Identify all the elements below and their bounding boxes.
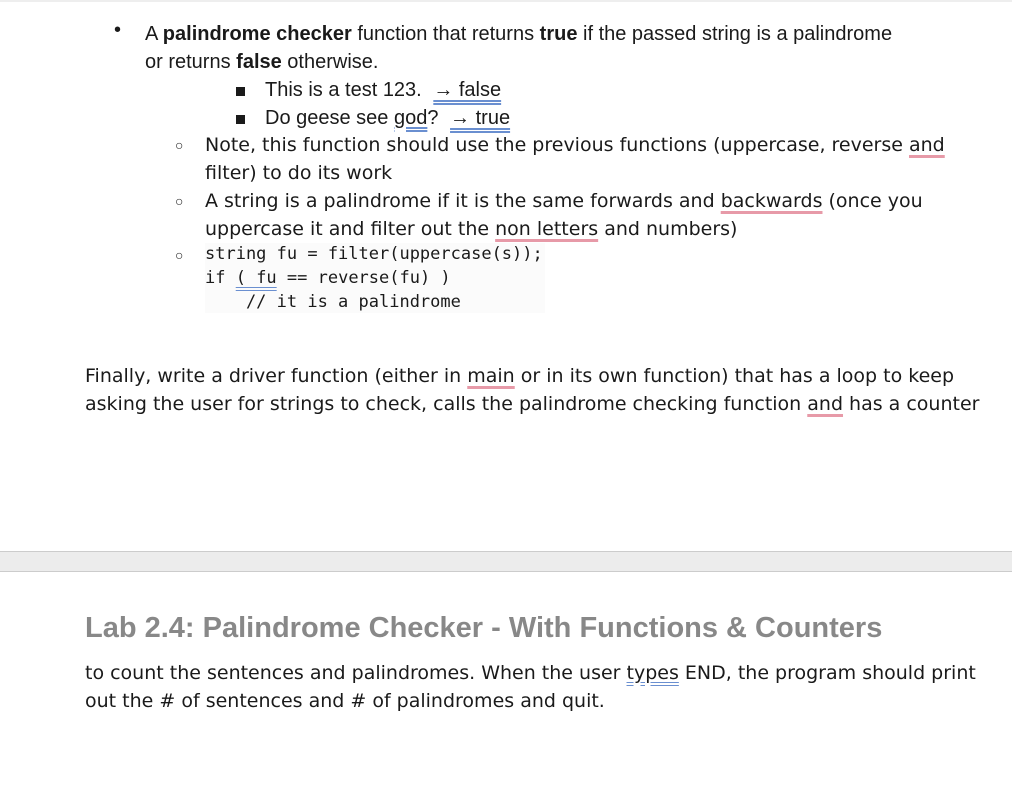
example-1-result[interactable]: → false bbox=[433, 79, 502, 101]
para2-text: to count the sentences and palindromes. When the user bbox=[85, 662, 627, 684]
note-2-spell-word[interactable]: backwards bbox=[720, 190, 823, 212]
item-term: palindrome checker bbox=[162, 23, 352, 45]
circle-bullet-icon: ○ bbox=[175, 137, 184, 153]
para-spell-word[interactable]: main bbox=[467, 365, 515, 387]
note-1-text-2: filter) to do its work bbox=[205, 162, 393, 184]
note-2-line-1 bbox=[205, 187, 923, 215]
circle-bullet-icon: ○ bbox=[175, 247, 184, 263]
item-true-word: true bbox=[539, 23, 578, 45]
note-2-text-post: (once you bbox=[822, 190, 923, 212]
item-false-word: false bbox=[236, 51, 282, 73]
note-1-spell-word[interactable]: and bbox=[909, 134, 945, 156]
example-2 bbox=[265, 104, 510, 132]
note-2-text-2: uppercase it and filter out the bbox=[205, 218, 496, 240]
page-title: Lab 2.4: Palindrome Checker - With Functions & Counters bbox=[85, 612, 883, 644]
example-2-grammar-word[interactable]: god bbox=[393, 107, 428, 129]
code-line-2-post: == reverse(fu) ) bbox=[276, 268, 451, 288]
square-bullet-icon bbox=[236, 115, 245, 124]
para2-text-2: out the # of sentences and # of palindromes and quit. bbox=[85, 690, 605, 712]
para-text: Finally, write a driver function (either in bbox=[85, 365, 468, 387]
code-line-2 bbox=[205, 266, 451, 290]
para-text-2-post: has a counter bbox=[843, 393, 980, 415]
page-break bbox=[0, 551, 1012, 572]
item-line-2 bbox=[145, 48, 378, 76]
circle-bullet-icon: ○ bbox=[175, 193, 184, 209]
page-top-edge bbox=[0, 0, 1012, 2]
item-line2-pre: or returns bbox=[145, 51, 237, 73]
square-bullet-icon bbox=[236, 87, 245, 96]
para-spell-word-2[interactable]: and bbox=[807, 393, 844, 415]
para2-line-2 bbox=[85, 687, 605, 715]
para2-line-1 bbox=[85, 659, 976, 687]
example-1 bbox=[265, 76, 501, 104]
example-2-text-post: ? bbox=[427, 107, 439, 129]
item-intro-post: if the passed string is a palindrome bbox=[577, 23, 893, 45]
code-line-3 bbox=[205, 290, 461, 314]
note-2-line-2 bbox=[205, 215, 737, 243]
note-1-line-2 bbox=[205, 159, 392, 187]
para-line-1 bbox=[85, 362, 954, 390]
note-1-line-1 bbox=[205, 131, 945, 159]
note-1-text: Note, this function should use the previous functions (uppercase, reverse bbox=[205, 134, 909, 156]
example-2-text-pre: Do geese see bbox=[265, 107, 394, 129]
note-2-text-2-post: and numbers) bbox=[598, 218, 738, 240]
code-line-1-text: string fu = filter(uppercase(s)); bbox=[205, 244, 543, 264]
para-text-2: asking the user for strings to check, calls the palindrome checking function bbox=[85, 393, 808, 415]
bullet-dot-icon: • bbox=[114, 19, 122, 41]
para-line-2 bbox=[85, 390, 979, 418]
code-line-3-text: // it is a palindrome bbox=[205, 292, 461, 312]
code-grammar-flag[interactable]: ( fu bbox=[235, 268, 277, 288]
example-1-text: This is a test 123. bbox=[265, 79, 422, 101]
note-2-text: A string is a palindrome if it is the same forwards and bbox=[205, 190, 721, 212]
para2-grammar-word[interactable]: types bbox=[626, 662, 679, 684]
item-intro-text: A bbox=[145, 23, 163, 45]
code-line-1 bbox=[205, 242, 543, 266]
code-line-2-pre: if bbox=[205, 268, 236, 288]
example-2-result[interactable]: → true bbox=[450, 107, 511, 129]
item-line2-post: otherwise. bbox=[281, 51, 379, 73]
item-line-1 bbox=[145, 20, 892, 48]
note-2-spell-phrase[interactable]: non letters bbox=[495, 218, 599, 240]
para2-text-post: END, the program should print bbox=[678, 662, 976, 684]
item-intro-mid: function that returns bbox=[351, 23, 540, 45]
para-text-post: or in its own function) that has a loop to keep bbox=[514, 365, 955, 387]
